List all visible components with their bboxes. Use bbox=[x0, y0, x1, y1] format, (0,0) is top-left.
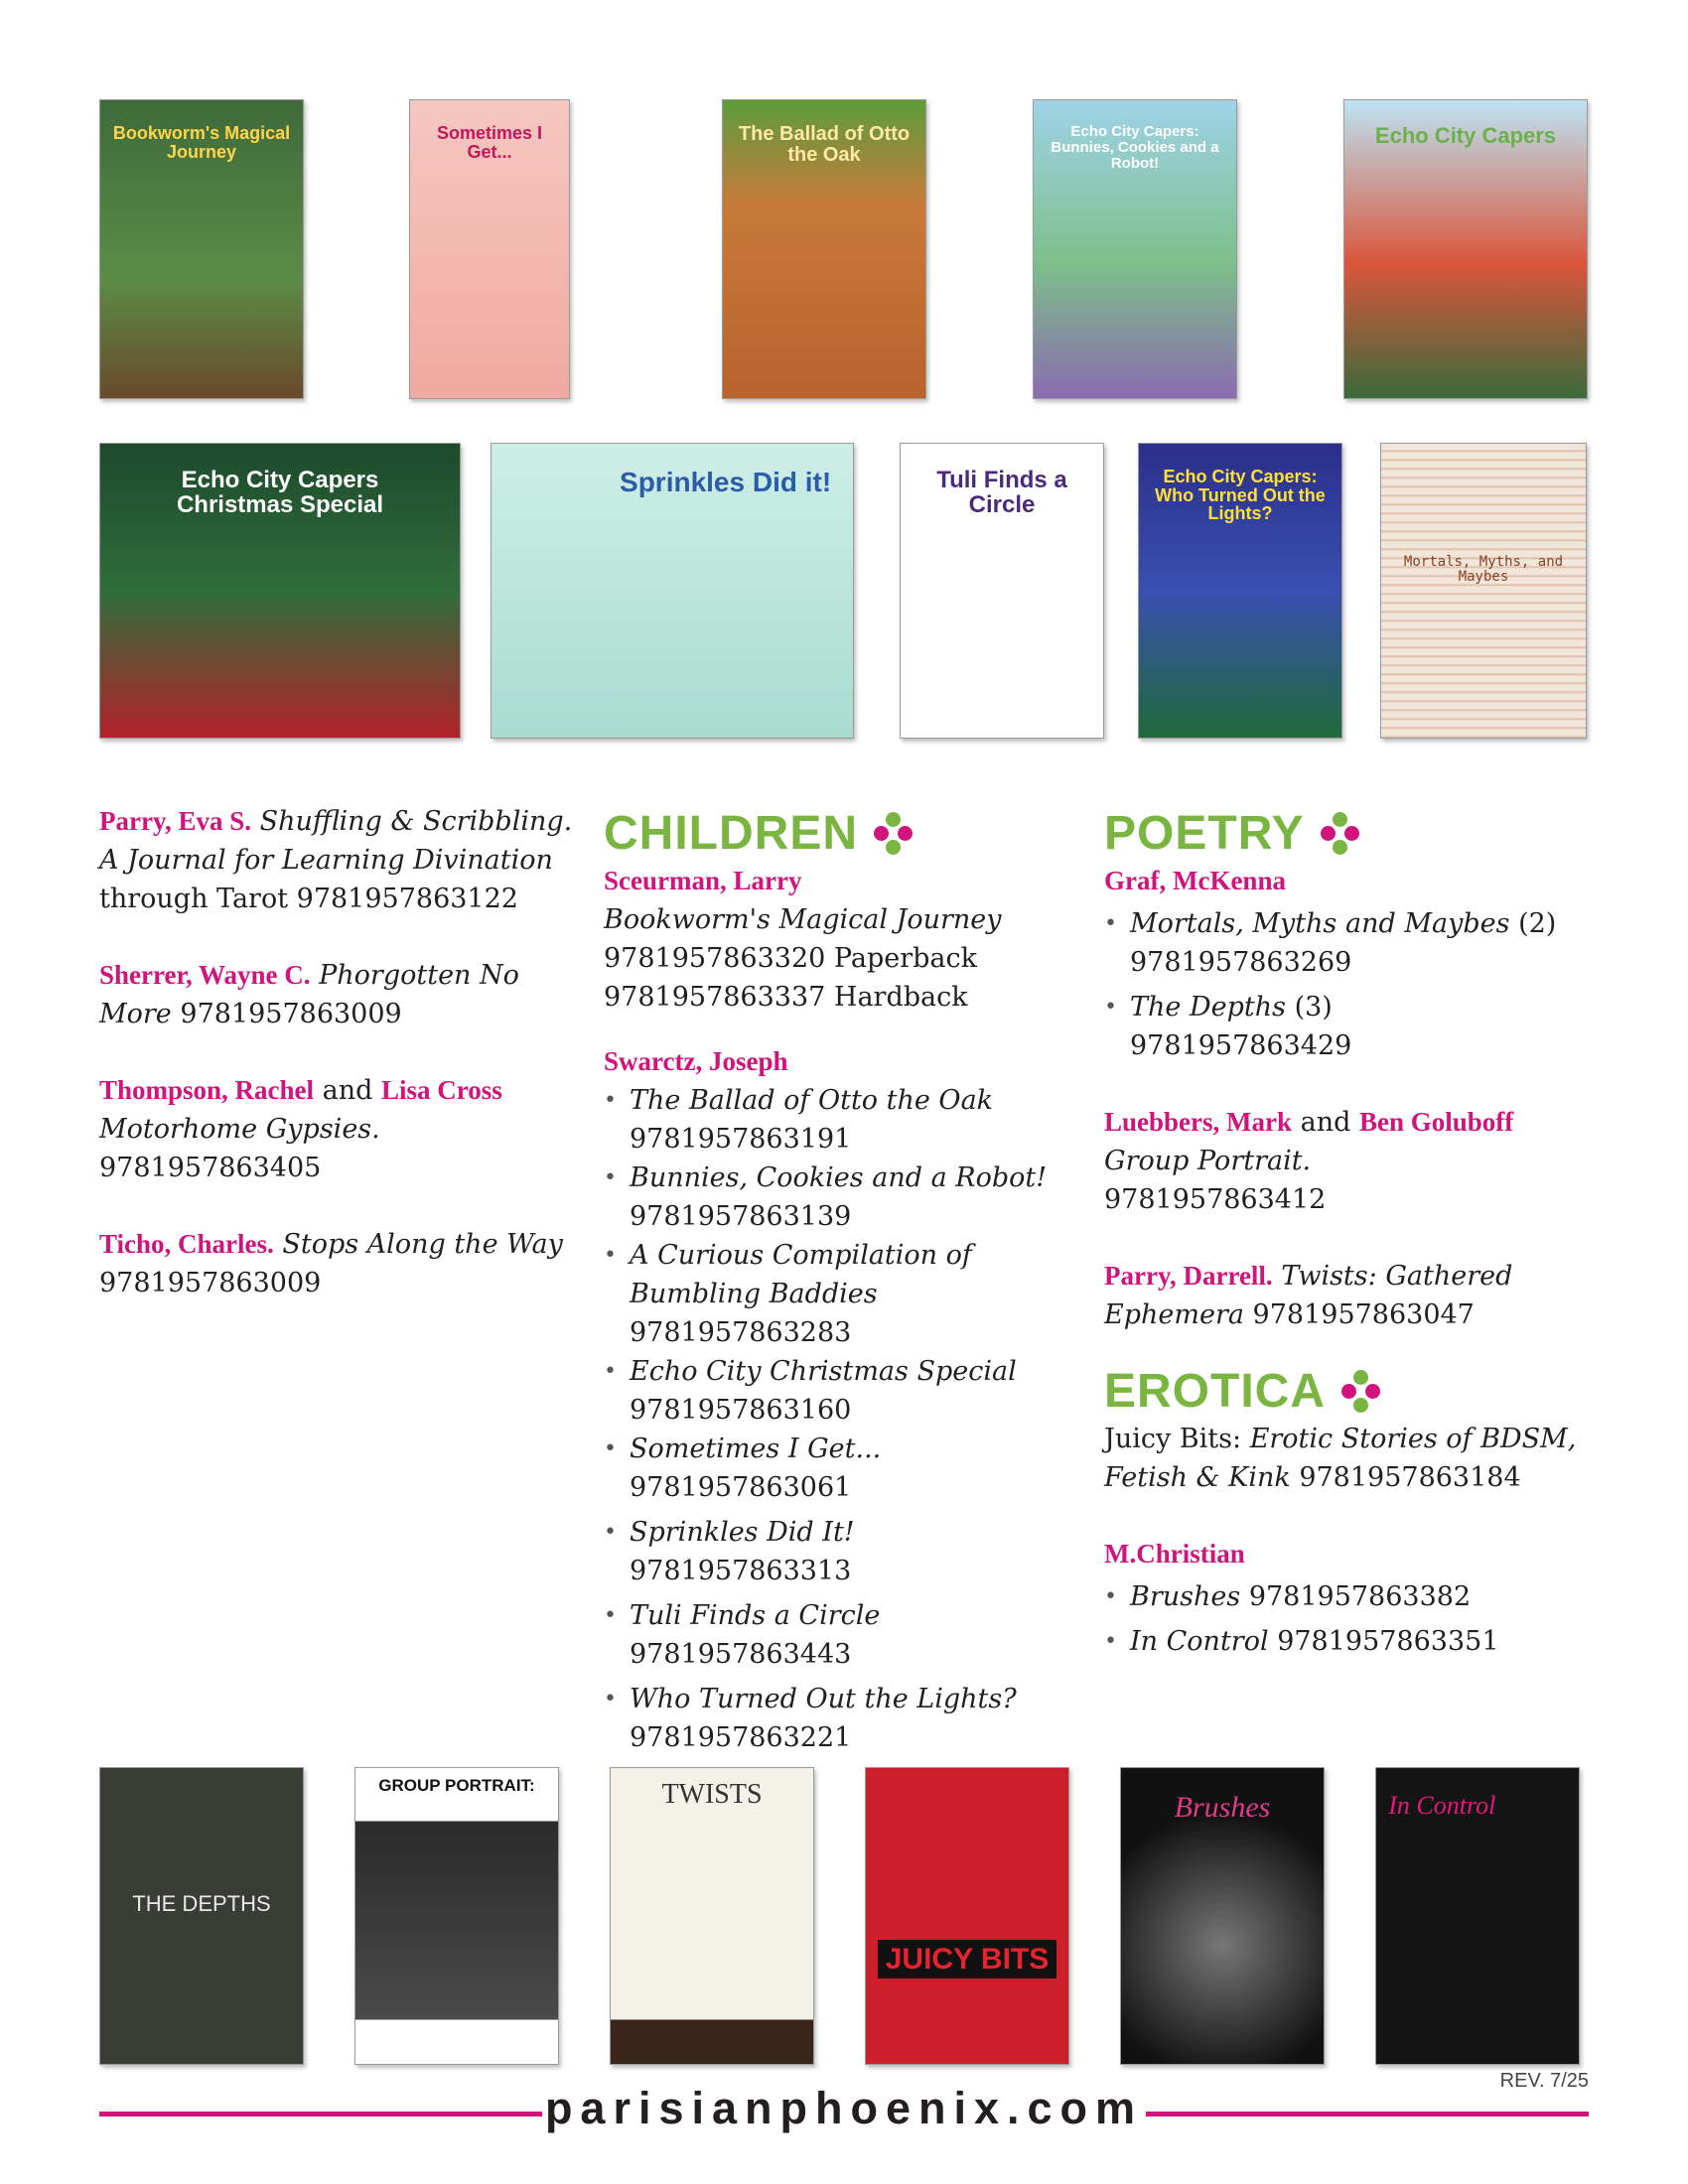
cover-title: Bookworm's Magical Journey bbox=[112, 123, 291, 162]
book-isbn: 9781957863184 bbox=[1299, 1462, 1521, 1493]
entry-m-christian bbox=[1104, 1535, 1601, 1661]
book-isbn: 9781957863047 bbox=[1252, 1299, 1475, 1330]
left-column bbox=[99, 802, 576, 1340]
list-item: • Who Turned Out the Lights? 9781957863221 bbox=[604, 1680, 1070, 1757]
author-name: Sherrer, Wayne C. bbox=[99, 960, 311, 990]
list-item: • Brushes 9781957863382 bbox=[1104, 1577, 1601, 1616]
list-item: • A Curious Compilation of Bumbling Baddies 9781957863283 bbox=[604, 1236, 1070, 1352]
book-list bbox=[1104, 904, 1601, 1065]
book-cover-bookworms-magical-journey bbox=[99, 99, 304, 399]
entry-parry-eva bbox=[99, 802, 576, 918]
children-column bbox=[604, 806, 1070, 1795]
section-title: POETRY bbox=[1104, 807, 1305, 860]
entry-thompson-cross bbox=[99, 1071, 576, 1187]
book-cover-echo-city-capers bbox=[1343, 99, 1588, 399]
cover-title: Echo City Capers: Who Turned Out the Lights? bbox=[1155, 466, 1326, 524]
dots-icon bbox=[1341, 1370, 1381, 1414]
author-name: Lisa Cross bbox=[381, 1075, 502, 1105]
and-text: and bbox=[322, 1075, 373, 1106]
author-name: Parry, Eva S. bbox=[99, 806, 251, 836]
cover-title: Sometimes I Get... bbox=[436, 123, 543, 162]
book-isbn: through Tarot 9781957863122 bbox=[99, 884, 518, 914]
book-cover-brushes bbox=[1120, 1767, 1325, 2065]
book-cover-in-control bbox=[1375, 1767, 1580, 2065]
cover-title: TWISTS bbox=[661, 1778, 763, 1810]
cover-title: THE DEPTHS bbox=[132, 1891, 271, 1917]
cover-title: Sprinkles Did it! bbox=[620, 466, 832, 497]
entry-ticho-charles bbox=[99, 1225, 576, 1302]
book-title: Twists: Gathered Ephemera bbox=[1104, 1261, 1513, 1330]
footer-rule-right bbox=[1146, 2112, 1589, 2116]
section-heading-poetry bbox=[1104, 806, 1601, 862]
list-item: • In Control 9781957863351 bbox=[1104, 1622, 1601, 1661]
cover-title: Brushes bbox=[1174, 1790, 1271, 1824]
section-heading-children bbox=[604, 806, 1070, 862]
author-name: Parry, Darrell. bbox=[1104, 1261, 1273, 1291]
book-cover-sometimes-i-get bbox=[409, 99, 570, 399]
footer-rule-left bbox=[99, 2112, 542, 2116]
cover-title: GROUP PORTRAIT: bbox=[378, 1775, 535, 1795]
poetry-column bbox=[1104, 806, 1601, 1699]
list-item: • Mortals, Myths and Maybes (2) 9781957863269 bbox=[1104, 904, 1601, 982]
book-cover-ballad-of-otto-the-oak bbox=[722, 99, 926, 399]
list-item: • Bunnies, Cookies and a Robot! 9781957863139 bbox=[604, 1159, 1070, 1236]
book-list bbox=[604, 1081, 1070, 1757]
book-cover-echo-city-christmas bbox=[99, 443, 461, 739]
cover-title: Echo City Capers: Bunnies, Cookies and a Robot! bbox=[1051, 123, 1219, 172]
cover-title: In Control bbox=[1388, 1790, 1496, 1820]
list-item: • The Depths (3) 9781957863429 bbox=[1104, 988, 1601, 1065]
book-lead: Juicy Bits: bbox=[1104, 1424, 1242, 1454]
list-item: • Sometimes I Get... 9781957863061 bbox=[604, 1430, 1070, 1507]
author-name: Luebbers, Mark bbox=[1104, 1107, 1292, 1137]
book-cover-mortals-myths-maybes bbox=[1380, 443, 1587, 739]
entry-sceurman-larry bbox=[604, 862, 1070, 1017]
cover-title: Tuli Finds a Circle bbox=[936, 466, 1067, 518]
entry-swarctz-joseph bbox=[604, 1042, 1070, 1757]
book-title: Motorhome Gypsies. bbox=[99, 1114, 380, 1145]
book-cover-who-turned-out-the-lights bbox=[1138, 443, 1342, 739]
and-text: and bbox=[1300, 1107, 1351, 1138]
list-item: • Echo City Christmas Special 9781957863160 bbox=[604, 1352, 1070, 1430]
book-isbn: 9781957863009 bbox=[180, 999, 402, 1029]
cover-title: Echo City Capers Christmas Special bbox=[176, 466, 384, 518]
author-name: M.Christian bbox=[1104, 1539, 1245, 1569]
book-cover-the-depths bbox=[99, 1767, 304, 2065]
list-item: • Tuli Finds a Circle 9781957863443 bbox=[604, 1596, 1070, 1674]
book-title: Stops Along the Way bbox=[282, 1229, 563, 1260]
entry-juicy-bits bbox=[1104, 1420, 1601, 1497]
list-item: • The Ballad of Otto the Oak 9781957863191 bbox=[604, 1081, 1070, 1159]
section-title: CHILDREN bbox=[604, 807, 858, 860]
book-title: Bookworm's Magical Journey bbox=[604, 904, 1002, 935]
list-item: • Sprinkles Did It! 9781957863313 bbox=[604, 1513, 1070, 1590]
book-isbn: 9781957863405 bbox=[99, 1153, 322, 1183]
book-title: Group Portrait. bbox=[1104, 1146, 1312, 1176]
book-isbn: 9781957863009 bbox=[99, 1268, 322, 1298]
book-title: Phorgotten No More bbox=[99, 960, 519, 1029]
author-name: Ben Goluboff bbox=[1358, 1107, 1514, 1137]
book-title: Erotic Stories of BDSM, Fetish & Kink bbox=[1104, 1424, 1577, 1493]
book-cover-group-portrait bbox=[354, 1767, 559, 2065]
book-cover-bunnies-cookies-robot bbox=[1033, 99, 1237, 399]
section-title: EROTICA bbox=[1104, 1365, 1326, 1418]
book-isbn: 9781957863320 Paperback bbox=[604, 943, 977, 974]
cover-title: Mortals, Myths, and Maybes bbox=[1403, 554, 1564, 586]
entry-luebbers-goluboff bbox=[1104, 1103, 1601, 1219]
entry-sherrer-wayne bbox=[99, 956, 576, 1033]
author-name: Graf, McKenna bbox=[1104, 866, 1286, 895]
dots-icon bbox=[874, 812, 914, 856]
book-cover-tuli-finds-a-circle bbox=[900, 443, 1104, 739]
entry-graf-mckenna bbox=[1104, 862, 1601, 1065]
book-cover-juicy-bits bbox=[865, 1767, 1069, 2065]
section-heading-erotica bbox=[1104, 1364, 1601, 1420]
book-isbn: 9781957863412 bbox=[1104, 1184, 1327, 1215]
book-isbn: 9781957863337 Hardback bbox=[604, 982, 968, 1013]
dots-icon bbox=[1321, 812, 1360, 856]
author-name: Thompson, Rachel bbox=[99, 1075, 315, 1105]
book-cover-sprinkles-did-it bbox=[491, 443, 854, 739]
author-name: Sceurman, Larry bbox=[604, 866, 802, 895]
cover-title: Echo City Capers bbox=[1374, 123, 1557, 148]
entry-parry-darrell bbox=[1104, 1257, 1601, 1334]
revision-label: REV. 7/25 bbox=[1499, 2070, 1589, 2092]
cover-title: JUICY BITS bbox=[878, 1940, 1056, 1979]
book-cover-twists bbox=[610, 1767, 814, 2065]
book-list bbox=[1104, 1577, 1601, 1661]
author-name: Ticho, Charles. bbox=[99, 1229, 274, 1259]
cover-title: The Ballad of Otto the Oak bbox=[738, 123, 911, 166]
website-url[interactable]: parisianphoenix.com bbox=[544, 2083, 1144, 2133]
author-name: Swarctz, Joseph bbox=[604, 1046, 788, 1076]
book-title: Shuffling & Scribbling. A Journal for Learning Divination bbox=[99, 806, 573, 876]
